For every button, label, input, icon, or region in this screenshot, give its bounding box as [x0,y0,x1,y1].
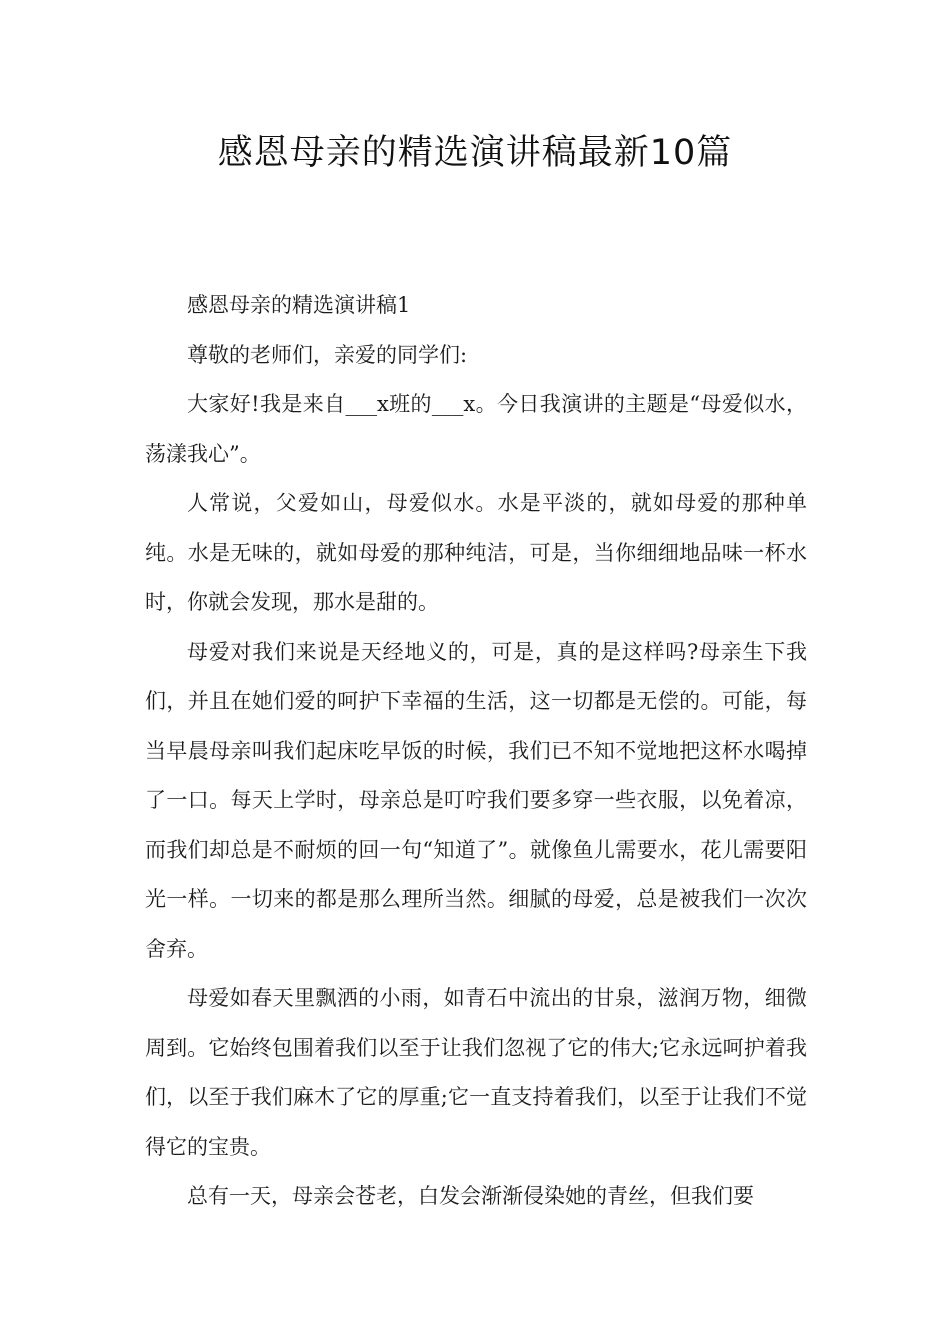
paragraph-body: 母爱如春天里飘洒的小雨，如青石中流出的甘泉，滋润万物，细微周到。它始终包围着我们以至于让我们忽视了它的伟大;它永远呵护着我们，以至于我们麻木了它的厚重;它一直支持着我们，以至于让我们不觉得它的宝贵。 [145,986,807,1159]
paragraph-body: 母爱对我们来说是天经地义的，可是，真的是这样吗?母亲生下我们，并且在她们爱的呵护下幸福的生活，这一切都是无偿的。可能，每当早晨母亲叫我们起床吃早饭的时候，我们已不知不觉地把这杯水喝掉了一口。每天上学时，母亲总是叮咛我们要多穿一些衣服，以免着凉，而我们却总是不耐烦的回一句“知道了”。就像鱼儿需要水，花儿需要阳光一样。一切来的都是那么理所当然。细腻的母爱，总是被我们一次次舍弃。 [145,639,807,961]
paragraph-introduction: 大家好!我是来自___x班的___x。今日我演讲的主题是“母爱似水，荡漾我心”。 [145,392,807,466]
section-heading: 感恩母亲的精选演讲稿1 [187,293,411,317]
paragraph-body: 总有一天，母亲会苍老，白发会渐渐侵染她的青丝，但我们要 [187,1184,754,1208]
paragraph-body: 人常说，父爱如山，母爱似水。水是平淡的，就如母爱的那种单纯。水是无味的，就如母爱的那种纯洁，可是，当你细细地品味一杯水时，你就会发现，那水是甜的。 [145,491,807,614]
paragraph-greeting: 尊敬的老师们，亲爱的同学们: [187,342,468,367]
document-title: 感恩母亲的精选演讲稿最新10篇 [217,133,733,173]
document-body [145,281,807,1222]
